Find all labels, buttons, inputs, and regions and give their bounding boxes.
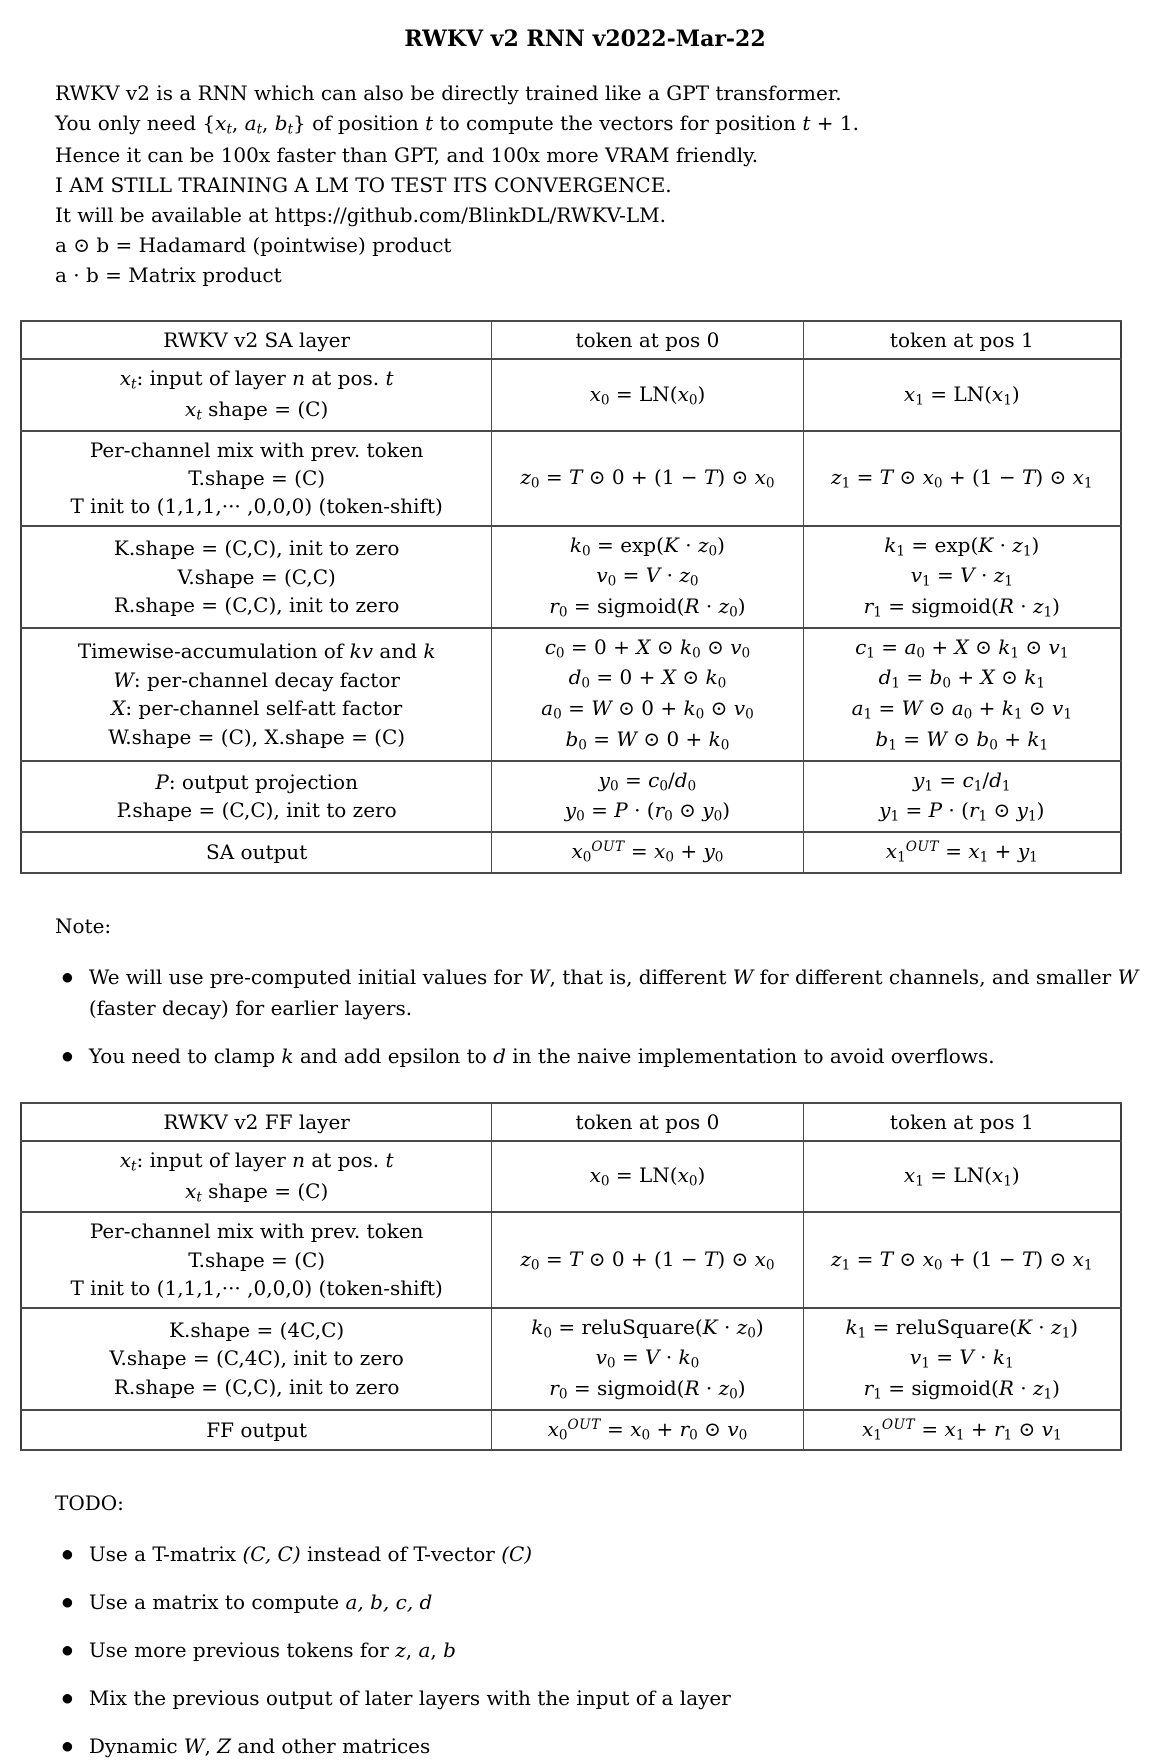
note-list xyxy=(62,962,1150,1072)
label-line: R.shape = (C,C), init to zero xyxy=(113,1374,400,1399)
bullet-text: You need to clamp k and add epsilon to d in the naive implementation to avoid overflows. xyxy=(88,1043,995,1068)
formula-line: $a_0 = W$ ⊙ $0 + k_0$ ⊙ $v_0$ xyxy=(541,696,754,723)
table-row xyxy=(21,1141,1121,1212)
label-line: P.shape = (C,C), init to zero xyxy=(116,798,397,823)
label-line: Per-channel mix with prev. token xyxy=(89,1219,424,1244)
pos0-formula-cell xyxy=(492,431,803,526)
pos1-formula-cell xyxy=(803,628,1121,761)
row-label-cell xyxy=(21,431,492,526)
formula-line: $c_0 = 0 + X$ ⊙ $k_0$ ⊙ $v_0$ xyxy=(544,634,751,662)
bullet-icon: ● xyxy=(62,1594,73,1610)
table-row xyxy=(21,431,1121,526)
formula-line: $k_0$ = reluSquare(K · $z_0$) xyxy=(531,1314,764,1341)
formula-line: $b_1 = W$ ⊙ $b_0 + k_1$ xyxy=(875,726,1049,754)
label-line: T init to (1,1,1,··· ,0,0,0) (token-shift) xyxy=(70,494,443,519)
table-row xyxy=(21,1212,1121,1307)
formula-line: $x_1^{OUT} = x_1 + y_1$ xyxy=(885,838,1038,866)
bullet-item xyxy=(62,1539,1150,1570)
pos1-formula-cell xyxy=(803,1141,1121,1212)
row-label-cell xyxy=(21,628,492,761)
pos0-formula-cell xyxy=(492,761,803,832)
formula-line: $k_1 = \exp(K \cdot z_1)$ xyxy=(884,532,1040,560)
formula-line: $d_1 = b_0 + X$ ⊙ $k_1$ xyxy=(878,665,1045,692)
label-line: T.shape = (C) xyxy=(188,465,326,490)
formula-line: $r_0$ = sigmoid(R · $z_0$) xyxy=(549,594,746,621)
bullet-text: Use a matrix to compute a, b, c, d xyxy=(88,1590,433,1615)
formula-line: $z_0 = T$ ⊙ 0 + (1 − T) ⊙ $x_0$ xyxy=(520,464,775,492)
label-line: Timewise-accumulation of kv and k xyxy=(77,639,436,664)
formula-line: $r_1$ = sigmoid(R · $z_1$) xyxy=(863,1375,1060,1403)
row-label-cell xyxy=(21,1141,492,1212)
table-row xyxy=(21,1410,1121,1451)
label-line: K.shape = (4C,C) xyxy=(169,1317,345,1342)
label-line: X: per-channel self-att factor xyxy=(111,696,403,721)
ff-header-layer: RWKV v2 FF layer xyxy=(21,1103,492,1141)
label-line: $x_t$ shape = (C) xyxy=(185,396,329,424)
intro-paragraph xyxy=(55,78,1140,290)
ff-header-pos1: token at pos 1 xyxy=(803,1103,1121,1141)
pos1-formula-cell xyxy=(803,526,1121,628)
label-line: Per-channel mix with prev. token xyxy=(89,437,424,462)
bullet-item xyxy=(62,1731,1150,1762)
pos0-formula-cell xyxy=(492,628,803,761)
bullet-icon: ● xyxy=(62,1642,73,1658)
formula-line: $x_0 = LN(x_0)$ xyxy=(589,381,706,408)
formula-line: $y_0 = P \cdot (r_0$ ⊙ $y_0$) xyxy=(564,798,731,825)
pos1-formula-cell xyxy=(803,761,1121,832)
row-label-cell xyxy=(21,1212,492,1307)
pos0-formula-cell xyxy=(492,359,803,430)
intro-line: a ⊙ b = Hadamard (pointwise) product xyxy=(55,232,452,257)
formula-line: $z_1 = T$ ⊙ $x_0 + (1 - T)$ ⊙ $x_1$ xyxy=(831,464,1093,492)
formula-line: $r_0$ = sigmoid(R · $z_0$) xyxy=(549,1375,746,1403)
label-line: $x_t$: input of layer n at pos. t xyxy=(119,366,394,393)
label-line: R.shape = (C,C), init to zero xyxy=(113,592,400,617)
bullet-text: Mix the previous output of later layers with the input of a layer xyxy=(88,1686,731,1711)
row-label-cell xyxy=(21,1410,492,1451)
label-line: K.shape = (C,C), init to zero xyxy=(113,536,400,561)
bullet-text: Dynamic W, Z and other matrices xyxy=(88,1734,431,1759)
formula-line: $v_0 = V \cdot k_0$ xyxy=(595,1345,700,1372)
label-line: P: output projection xyxy=(155,769,358,794)
formula-line: $d_0 = 0 + X$ ⊙ $k_0$ xyxy=(568,665,727,692)
note-heading: Note: xyxy=(55,913,112,938)
formula-line: $b_0 = W$ ⊙ $0 + k_0$ xyxy=(565,726,730,754)
intro-line: Hence it can be 100x faster than GPT, and 100x more VRAM friendly. xyxy=(55,142,759,167)
table-row xyxy=(21,359,1121,430)
pos0-formula-cell xyxy=(492,832,803,873)
sa-header-pos0: token at pos 0 xyxy=(492,321,803,359)
bullet-text: Use more previous tokens for z, a, b xyxy=(88,1638,456,1663)
intro-line: You only need {$x_t$, $a_t$, $b_t$} of position t to compute the vectors for position t + 1. xyxy=(55,111,859,138)
formula-line: $x_0 = LN(x_0)$ xyxy=(589,1163,706,1190)
bullet-icon: ● xyxy=(62,968,73,984)
formula-line: $x_0^{OUT} = x_0 + r_0$ ⊙ $v_0$ xyxy=(547,1416,748,1443)
label-line: V.shape = (C,C) xyxy=(177,564,336,589)
table-row xyxy=(21,628,1121,761)
pos0-formula-cell xyxy=(492,1410,803,1451)
formula-line: $k_1$ = reluSquare(K · $z_1$) xyxy=(845,1314,1079,1341)
intro-line: a · b = Matrix product xyxy=(55,262,282,287)
bullet-icon: ● xyxy=(62,1738,73,1754)
formula-line: $x_1 = LN(x_1)$ xyxy=(903,381,1020,408)
formula-line: $y_1 = P \cdot (r_1$ ⊙ $y_1$) xyxy=(879,798,1045,825)
table-row xyxy=(21,1308,1121,1410)
table-header-row xyxy=(21,1103,1121,1141)
table-row xyxy=(21,832,1121,873)
table-row xyxy=(21,761,1121,832)
pos0-formula-cell xyxy=(492,1308,803,1410)
table-header-row xyxy=(21,321,1121,359)
bullet-icon: ● xyxy=(62,1546,73,1562)
sa-header-layer: RWKV v2 SA layer xyxy=(21,321,492,359)
row-label-cell xyxy=(21,832,492,873)
intro-line: I AM STILL TRAINING A LM TO TEST ITS CONVERGENCE. xyxy=(55,172,672,197)
intro-line-github-url: It will be available at https://github.com/BlinkDL/RWKV-LM. xyxy=(55,202,667,227)
formula-line: $x_1^{OUT} = x_1 + r_1$ ⊙ $v_1$ xyxy=(861,1416,1062,1443)
pos0-formula-cell xyxy=(492,1212,803,1307)
sa-header-pos1: token at pos 1 xyxy=(803,321,1121,359)
pos1-formula-cell xyxy=(803,832,1121,873)
label-line: $x_t$ shape = (C) xyxy=(185,1178,329,1206)
ff-layer-table xyxy=(20,1102,1122,1452)
label-line: FF output xyxy=(206,1417,308,1442)
page-title: RWKV v2 RNN v2022-Mar-22 xyxy=(404,26,766,52)
formula-line: $v_1 = V \cdot z_1$ xyxy=(910,563,1013,590)
pos0-formula-cell xyxy=(492,526,803,628)
bullet-item xyxy=(62,962,1150,1024)
formula-line: $x_0^{OUT} = x_0 + y_0$ xyxy=(571,838,724,866)
label-line: W: per-channel decay factor xyxy=(113,667,400,692)
todo-list xyxy=(62,1539,1150,1762)
pos1-formula-cell xyxy=(803,1308,1121,1410)
intro-line: RWKV v2 is a RNN which can also be directly trained like a GPT transformer. xyxy=(55,81,842,105)
bullet-icon: ● xyxy=(62,1047,73,1063)
bullet-icon: ● xyxy=(62,1690,73,1706)
formula-line: $a_1 = W$ ⊙ $a_0 + k_1$ ⊙ $v_1$ xyxy=(851,696,1073,723)
bullet-item xyxy=(62,1683,1150,1714)
label-line: V.shape = (C,4C), init to zero xyxy=(109,1346,404,1371)
pos1-formula-cell xyxy=(803,431,1121,526)
formula-line: $y_1 = c_1/d_1$ xyxy=(913,767,1011,794)
formula-line: $x_1 = LN(x_1)$ xyxy=(903,1163,1020,1190)
row-label-cell xyxy=(21,761,492,832)
formula-line: $k_0 = \exp(K \cdot z_0)$ xyxy=(569,532,725,560)
bullet-item xyxy=(62,1041,1150,1072)
row-label-cell xyxy=(21,1308,492,1410)
bullet-item xyxy=(62,1587,1150,1618)
formula-line: $y_0 = c_0/d_0$ xyxy=(598,767,697,794)
todo-heading: TODO: xyxy=(55,1491,124,1516)
label-line: SA output xyxy=(206,840,308,865)
pos1-formula-cell xyxy=(803,359,1121,430)
formula-line: $z_1 = T$ ⊙ $x_0 + (1 - T)$ ⊙ $x_1$ xyxy=(831,1246,1093,1273)
row-label-cell xyxy=(21,526,492,628)
bullet-text: We will use pre-computed initial values for W, that is, different W for different channels, and smaller W (faster decay) for earlier layers. xyxy=(88,964,1139,1020)
label-line: $x_t$: input of layer n at pos. t xyxy=(119,1147,394,1175)
formula-line: $c_1 = a_0 + X$ ⊙ $k_1$ ⊙ $v_1$ xyxy=(855,634,1069,662)
sa-layer-table xyxy=(20,320,1122,874)
label-line: T.shape = (C) xyxy=(188,1247,326,1272)
bullet-item xyxy=(62,1635,1150,1666)
formula-line: $v_1 = V \cdot k_1$ xyxy=(909,1345,1014,1372)
row-label-cell xyxy=(21,359,492,430)
label-line: W.shape = (C), X.shape = (C) xyxy=(108,724,406,749)
table-row xyxy=(21,526,1121,628)
bullet-text: Use a T-matrix (C, C) instead of T-vector (C) xyxy=(88,1542,533,1567)
pos1-formula-cell xyxy=(803,1212,1121,1307)
pos1-formula-cell xyxy=(803,1410,1121,1451)
formula-line: $v_0 = V \cdot z_0$ xyxy=(596,563,699,590)
label-line: T init to (1,1,1,··· ,0,0,0) (token-shift) xyxy=(70,1276,443,1301)
ff-header-pos0: token at pos 0 xyxy=(492,1103,803,1141)
formula-line: $z_0 = T$ ⊙ 0 + (1 − T) ⊙ $x_0$ xyxy=(520,1246,775,1273)
formula-line: $r_1$ = sigmoid(R · $z_1$) xyxy=(863,594,1060,621)
pos0-formula-cell xyxy=(492,1141,803,1212)
